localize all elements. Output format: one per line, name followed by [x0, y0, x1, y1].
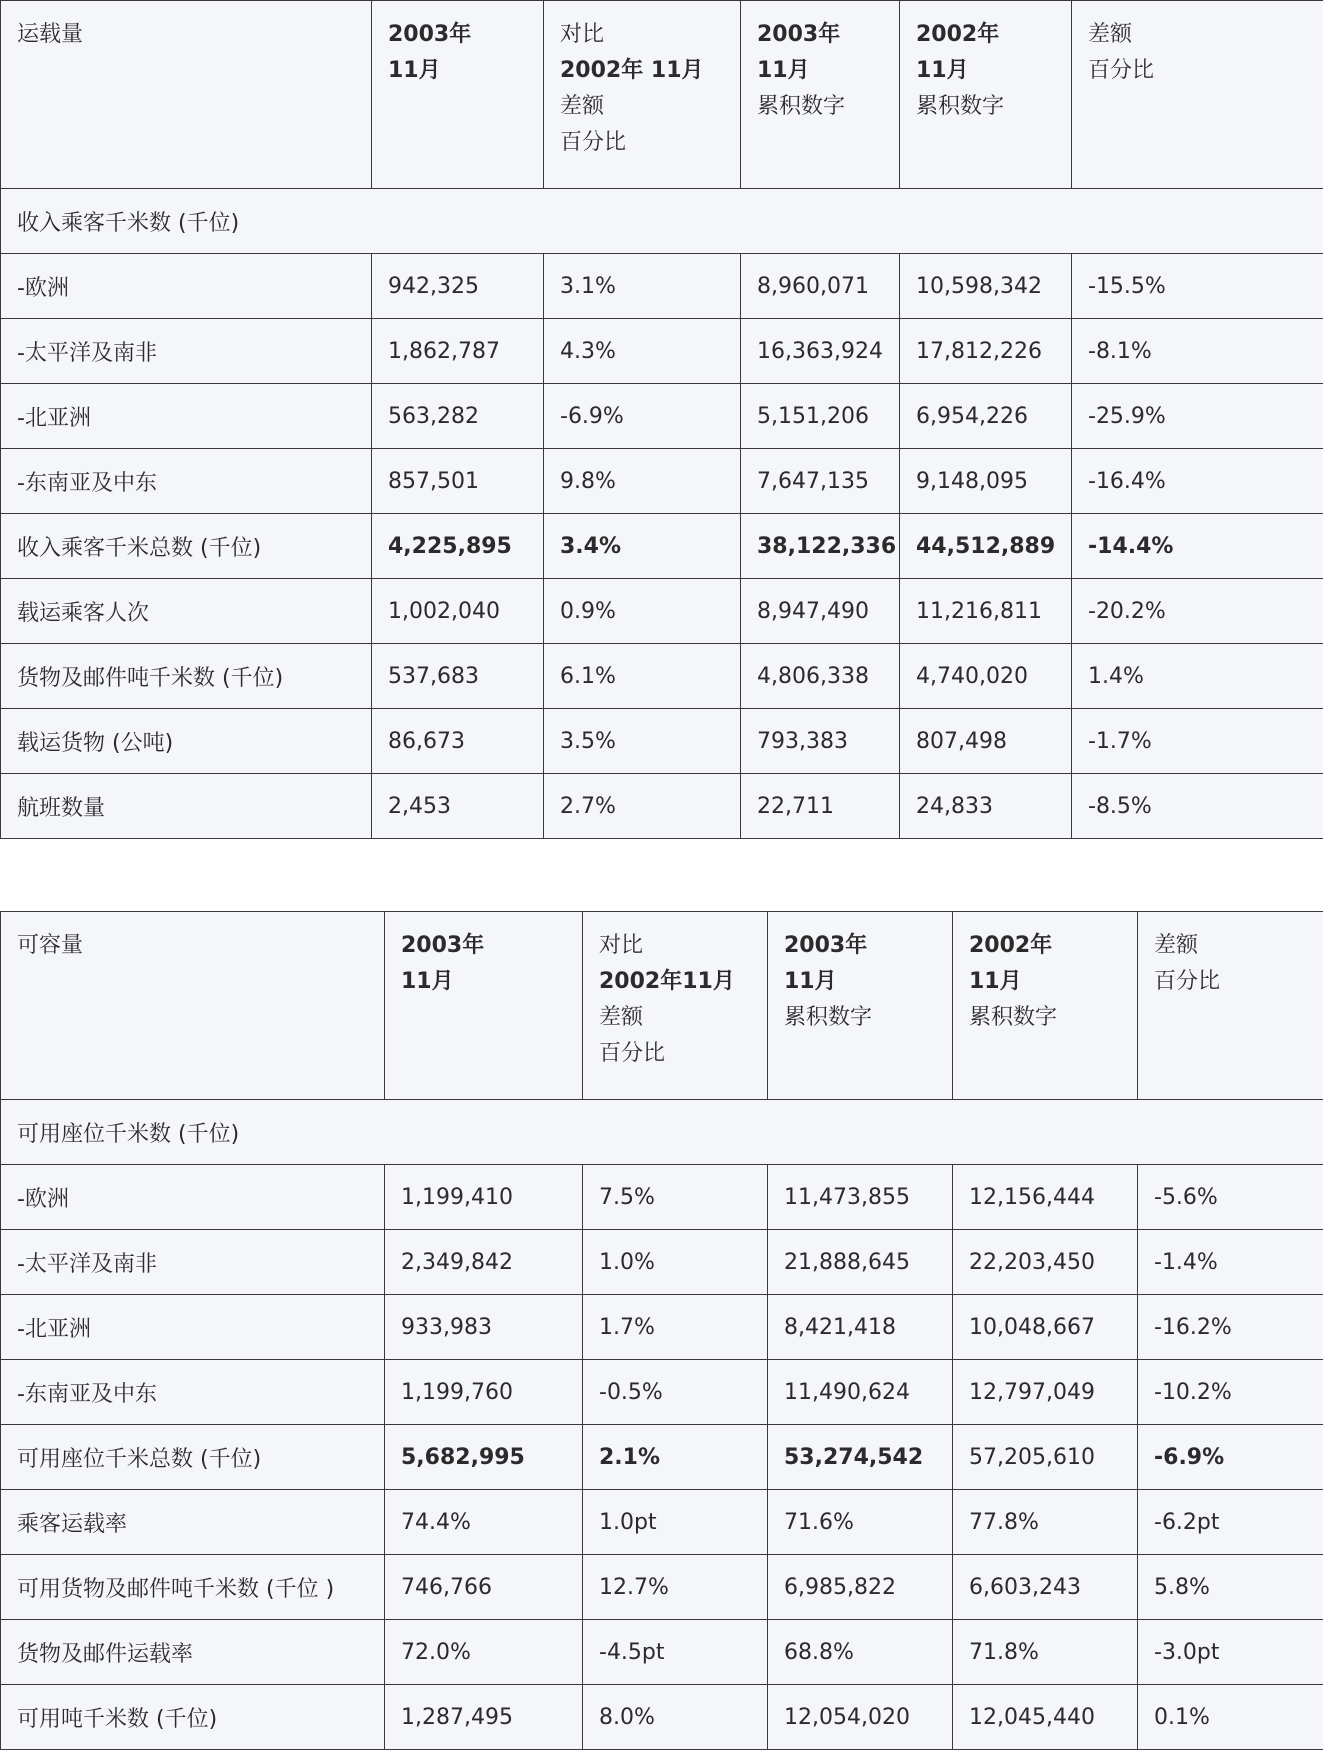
row-value-v2: 6.1%	[544, 644, 741, 709]
row-label: -东南亚及中东	[1, 1360, 385, 1425]
capacity-table	[0, 911, 1323, 1750]
row-value-v4: 807,498	[900, 709, 1072, 774]
table-row	[1, 1360, 1323, 1425]
row-label: 可用吨千米数 (千位)	[1, 1685, 385, 1750]
traffic-section-label: 收入乘客千米数 (千位)	[1, 189, 1323, 254]
row-value-v5: -16.2%	[1138, 1295, 1323, 1360]
row-value-v4: 9,148,095	[900, 449, 1072, 514]
row-value-v5: -14.4%	[1072, 514, 1323, 579]
traffic-header-compare: 对比 2002年 11月 差额 百分比	[544, 1, 741, 189]
table-row	[1, 1295, 1323, 1360]
capacity-header-diff: 差额 百分比	[1138, 912, 1323, 1100]
row-value-v1: 74.4%	[385, 1490, 583, 1555]
row-value-v3: 22,711	[741, 774, 900, 839]
row-value-v1: 5,682,995	[385, 1425, 583, 1490]
row-label: 货物及邮件吨千米数 (千位)	[1, 644, 372, 709]
row-value-v4: 10,048,667	[953, 1295, 1138, 1360]
row-value-v5: -1.4%	[1138, 1230, 1323, 1295]
row-value-v3: 71.6%	[768, 1490, 953, 1555]
row-value-v2: 3.4%	[544, 514, 741, 579]
capacity-header-compare: 对比 2002年11月 差额 百分比	[583, 912, 768, 1100]
row-value-v4: 24,833	[900, 774, 1072, 839]
table-row	[1, 514, 1323, 579]
row-value-v2: 2.1%	[583, 1425, 768, 1490]
row-label: 货物及邮件运载率	[1, 1620, 385, 1685]
row-label: 载运货物 (公吨)	[1, 709, 372, 774]
row-value-v3: 4,806,338	[741, 644, 900, 709]
row-value-v5: -8.5%	[1072, 774, 1323, 839]
row-label: -太平洋及南非	[1, 1230, 385, 1295]
capacity-header-2003-month: 2003年 11月	[385, 912, 583, 1100]
capacity-header-2002-cumulative: 2002年 11月 累积数字	[953, 912, 1138, 1100]
row-value-v4: 6,603,243	[953, 1555, 1138, 1620]
row-value-v5: -8.1%	[1072, 319, 1323, 384]
table-row	[1, 1425, 1323, 1490]
row-value-v3: 12,054,020	[768, 1685, 953, 1750]
capacity-header-2003-cumulative: 2003年 11月 累积数字	[768, 912, 953, 1100]
row-value-v2: 1.0%	[583, 1230, 768, 1295]
row-value-v3: 21,888,645	[768, 1230, 953, 1295]
row-value-v1: 4,225,895	[372, 514, 544, 579]
row-label: -北亚洲	[1, 384, 372, 449]
table-row	[1, 1555, 1323, 1620]
row-value-v5: -6.2pt	[1138, 1490, 1323, 1555]
table-row	[1, 1230, 1323, 1295]
row-value-v2: 9.8%	[544, 449, 741, 514]
row-value-v2: 3.1%	[544, 254, 741, 319]
row-value-v2: -4.5pt	[583, 1620, 768, 1685]
row-value-v2: 2.7%	[544, 774, 741, 839]
row-value-v4: 12,156,444	[953, 1165, 1138, 1230]
traffic-header-row	[1, 1, 1323, 189]
row-value-v5: 1.4%	[1072, 644, 1323, 709]
traffic-table	[0, 0, 1323, 839]
row-value-v5: -20.2%	[1072, 579, 1323, 644]
row-value-v3: 11,490,624	[768, 1360, 953, 1425]
row-value-v4: 71.8%	[953, 1620, 1138, 1685]
row-value-v4: 12,797,049	[953, 1360, 1138, 1425]
row-label: 可用货物及邮件吨千米数 (千位 )	[1, 1555, 385, 1620]
capacity-section-label: 可用座位千米数 (千位)	[1, 1100, 1323, 1165]
row-value-v3: 7,647,135	[741, 449, 900, 514]
row-value-v4: 44,512,889	[900, 514, 1072, 579]
capacity-header-row	[1, 912, 1323, 1100]
row-value-v5: 5.8%	[1138, 1555, 1323, 1620]
row-value-v5: -15.5%	[1072, 254, 1323, 319]
row-value-v3: 8,960,071	[741, 254, 900, 319]
row-value-v4: 11,216,811	[900, 579, 1072, 644]
row-value-v2: -6.9%	[544, 384, 741, 449]
row-label: 载运乘客人次	[1, 579, 372, 644]
row-value-v1: 72.0%	[385, 1620, 583, 1685]
row-value-v5: -10.2%	[1138, 1360, 1323, 1425]
row-value-v3: 16,363,924	[741, 319, 900, 384]
row-label: -欧洲	[1, 254, 372, 319]
row-value-v5: 0.1%	[1138, 1685, 1323, 1750]
row-value-v3: 8,947,490	[741, 579, 900, 644]
table-row	[1, 384, 1323, 449]
row-value-v4: 57,205,610	[953, 1425, 1138, 1490]
traffic-body	[1, 254, 1323, 839]
row-label: 收入乘客千米总数 (千位)	[1, 514, 372, 579]
row-value-v5: -25.9%	[1072, 384, 1323, 449]
row-value-v1: 942,325	[372, 254, 544, 319]
row-value-v1: 2,453	[372, 774, 544, 839]
row-value-v3: 11,473,855	[768, 1165, 953, 1230]
row-value-v1: 1,862,787	[372, 319, 544, 384]
traffic-header-2003-month: 2003年 11月	[372, 1, 544, 189]
row-value-v4: 17,812,226	[900, 319, 1072, 384]
row-value-v3: 38,122,336	[741, 514, 900, 579]
row-value-v1: 563,282	[372, 384, 544, 449]
row-value-v1: 2,349,842	[385, 1230, 583, 1295]
row-value-v5: -5.6%	[1138, 1165, 1323, 1230]
row-value-v5: -1.7%	[1072, 709, 1323, 774]
table-row	[1, 1620, 1323, 1685]
row-value-v4: 77.8%	[953, 1490, 1138, 1555]
traffic-header-2002-cumulative: 2002年 11月 累积数字	[900, 1, 1072, 189]
traffic-header-label: 运载量	[1, 1, 372, 189]
table-row	[1, 644, 1323, 709]
table-row	[1, 254, 1323, 319]
row-value-v2: 3.5%	[544, 709, 741, 774]
row-label: 航班数量	[1, 774, 372, 839]
row-value-v5: -3.0pt	[1138, 1620, 1323, 1685]
table-row	[1, 319, 1323, 384]
row-value-v2: 12.7%	[583, 1555, 768, 1620]
table-row	[1, 774, 1323, 839]
traffic-header-2003-cumulative: 2003年 11月 累积数字	[741, 1, 900, 189]
row-value-v3: 8,421,418	[768, 1295, 953, 1360]
row-value-v2: 1.7%	[583, 1295, 768, 1360]
row-value-v1: 933,983	[385, 1295, 583, 1360]
capacity-body	[1, 1165, 1323, 1750]
row-value-v4: 12,045,440	[953, 1685, 1138, 1750]
table-row	[1, 709, 1323, 774]
row-value-v4: 6,954,226	[900, 384, 1072, 449]
row-value-v1: 537,683	[372, 644, 544, 709]
row-value-v1: 857,501	[372, 449, 544, 514]
row-value-v3: 68.8%	[768, 1620, 953, 1685]
row-label: -欧洲	[1, 1165, 385, 1230]
row-value-v1: 1,199,410	[385, 1165, 583, 1230]
row-value-v1: 746,766	[385, 1555, 583, 1620]
row-value-v2: 7.5%	[583, 1165, 768, 1230]
table-row	[1, 1490, 1323, 1555]
table-row	[1, 1685, 1323, 1750]
capacity-section-row	[1, 1100, 1323, 1165]
table-row	[1, 449, 1323, 514]
row-value-v1: 1,287,495	[385, 1685, 583, 1750]
row-label: -北亚洲	[1, 1295, 385, 1360]
traffic-section-row	[1, 189, 1323, 254]
row-value-v2: 1.0pt	[583, 1490, 768, 1555]
row-label: -东南亚及中东	[1, 449, 372, 514]
row-label: 乘客运载率	[1, 1490, 385, 1555]
row-value-v1: 1,002,040	[372, 579, 544, 644]
row-value-v5: -6.9%	[1138, 1425, 1323, 1490]
row-value-v3: 5,151,206	[741, 384, 900, 449]
traffic-header-diff: 差额 百分比	[1072, 1, 1323, 189]
table-row	[1, 579, 1323, 644]
capacity-header-label: 可容量	[1, 912, 385, 1100]
row-value-v4: 22,203,450	[953, 1230, 1138, 1295]
row-label: 可用座位千米总数 (千位)	[1, 1425, 385, 1490]
row-value-v2: -0.5%	[583, 1360, 768, 1425]
row-value-v3: 53,274,542	[768, 1425, 953, 1490]
row-value-v4: 10,598,342	[900, 254, 1072, 319]
row-label: -太平洋及南非	[1, 319, 372, 384]
row-value-v3: 793,383	[741, 709, 900, 774]
row-value-v3: 6,985,822	[768, 1555, 953, 1620]
row-value-v5: -16.4%	[1072, 449, 1323, 514]
row-value-v1: 1,199,760	[385, 1360, 583, 1425]
row-value-v4: 4,740,020	[900, 644, 1072, 709]
row-value-v2: 4.3%	[544, 319, 741, 384]
table-row	[1, 1165, 1323, 1230]
row-value-v2: 0.9%	[544, 579, 741, 644]
row-value-v1: 86,673	[372, 709, 544, 774]
row-value-v2: 8.0%	[583, 1685, 768, 1750]
